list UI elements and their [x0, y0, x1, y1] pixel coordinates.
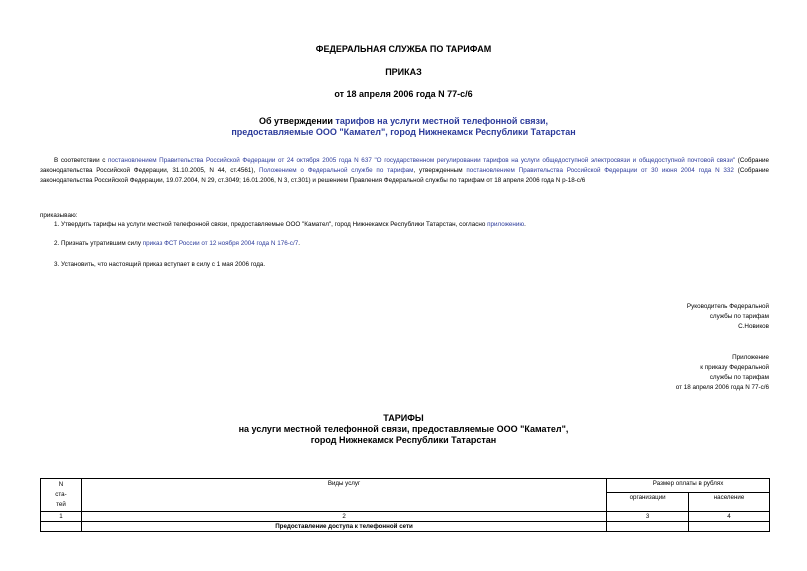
header-services: Виды услуг: [81, 479, 606, 512]
appendix-link[interactable]: приложению: [487, 221, 525, 228]
signature-block: [687, 302, 769, 332]
order-item-3: 3. Установить, что настоящий приказ вступает в силу с 1 мая 2006 года.: [54, 261, 266, 268]
section-title: Предоставление доступа к телефонной сети: [81, 522, 606, 532]
preamble-text-2: (Собрание законодательства Российской Федерации, 31.10.2005, N 44, ст.4561),: [40, 157, 769, 174]
tariff-table: [40, 478, 770, 532]
order-item-2: [54, 239, 300, 248]
appendix-block: [676, 353, 769, 393]
preamble-text-1: В соответствии с: [54, 157, 108, 164]
doc-type: ПРИКАЗ: [385, 67, 422, 77]
table-header-row: [41, 479, 770, 493]
appendix-line-4: от 18 апреля 2006 года N 77-с/6: [675, 384, 769, 391]
header-n-line2: ста-: [55, 491, 67, 498]
signature-line-1: Руководитель Федеральной: [686, 303, 769, 310]
table-numbering-row: [41, 512, 770, 522]
header-population: население: [689, 493, 770, 512]
subject-line2[interactable]: предоставляемые ООО "Камател", город Нижнекамск Республики Татарстан: [231, 127, 576, 137]
header-payment: Размер оплаты в рублях: [607, 479, 770, 493]
signature-line-3: С.Новиков: [738, 323, 769, 330]
preamble-link-3[interactable]: постановлением Правительства Российской Федерации от 30 июня 2004 года N 332: [466, 167, 734, 174]
tariffs-line-3: город Нижнекамск Республики Татарстан: [310, 435, 497, 445]
num-cell-4: 4: [689, 512, 770, 522]
revoked-order-link[interactable]: приказ ФСТ России от 12 ноября 2004 года N 176-с/7: [142, 240, 299, 247]
order-item-1: [54, 220, 526, 229]
signature-line-2: службы по тарифам: [709, 313, 769, 320]
orders-label: приказываю:: [40, 212, 78, 219]
appendix-line-1: Приложение: [732, 354, 769, 361]
subject-link[interactable]: тарифов на услуги местной телефонной связи,: [335, 116, 549, 126]
section-empty-cell: [41, 522, 82, 532]
preamble-link-1[interactable]: постановлением Правительства Российской Федерации от 24 октября 2005 года N 637 "О государственном регулировании тарифов на услуги общедоступной электросвязи и общедоступной почтовой связи": [107, 157, 736, 164]
section-empty-org: [607, 522, 689, 532]
preamble-link-2[interactable]: Положением о Федеральной службе по тарифам: [259, 167, 414, 174]
header-n-line1: N: [58, 481, 64, 488]
header-n-line3: тей: [56, 501, 66, 508]
agency-title: ФЕДЕРАЛЬНАЯ СЛУЖБА ПО ТАРИФАМ: [315, 44, 492, 54]
section-empty-pop: [689, 522, 770, 532]
num-cell-1: 1: [41, 512, 82, 522]
preamble-paragraph: [40, 156, 769, 186]
preamble-text-3: , утвержденным: [413, 167, 467, 174]
order-2-end: .: [298, 240, 300, 247]
doc-date-number: от 18 апреля 2006 года N 77-с/6: [334, 89, 473, 99]
table-row: [41, 522, 770, 532]
order-1-text: 1. Утвердить тарифы на услуги местной телефонной связи, предоставляемые ООО "Камател", город Нижнекамск Республики Татарстан, согласно: [54, 221, 488, 228]
num-cell-3: 3: [607, 512, 689, 522]
tariffs-title: ТАРИФЫ: [383, 413, 424, 423]
header-organizations: организации: [607, 493, 689, 512]
tariffs-line-2: на услуги местной телефонной связи, предоставляемые ООО "Камател",: [238, 424, 569, 434]
header-n: [41, 479, 82, 512]
subject-prefix: Об утверждении: [258, 116, 336, 126]
tariffs-heading: [0, 413, 807, 446]
appendix-line-2: к приказу Федеральной: [700, 364, 769, 371]
preamble-text-4: (Собрание законодательства Российской Федерации, 19.07.2004, N 29, ст.3049; 16.01.2006, N 3, ст.301) и решением Правления Федеральной службы по тарифам от 18 апреля 2006 года N р-18-с/6: [40, 167, 769, 184]
order-1-end: .: [524, 221, 526, 228]
appendix-line-3: службы по тарифам: [709, 374, 769, 381]
doc-subject: [0, 116, 807, 138]
num-cell-2: 2: [81, 512, 606, 522]
order-2-text: 2. Признать утратившим силу: [54, 240, 143, 247]
